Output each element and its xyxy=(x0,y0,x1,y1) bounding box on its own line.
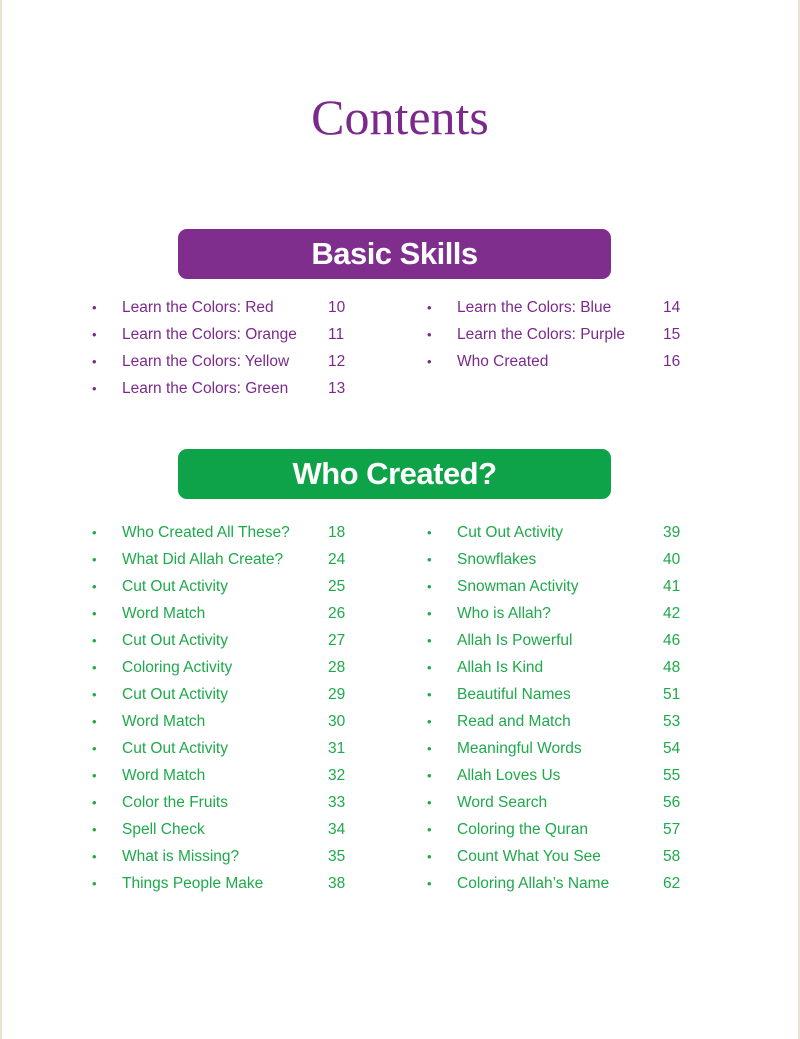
toc-entry-page-number: 16 xyxy=(663,353,681,370)
bullet-icon: • xyxy=(427,606,432,621)
toc-entry-page-number: 15 xyxy=(663,326,681,343)
toc-entry-page-number: 26 xyxy=(328,605,346,622)
toc-entry-label: Learn the Colors: Green xyxy=(122,380,289,397)
bullet-icon: • xyxy=(427,876,432,891)
toc-entry[interactable] xyxy=(92,654,352,681)
toc-entry[interactable] xyxy=(92,375,352,402)
bullet-icon: • xyxy=(92,552,97,567)
toc-entry-page-number: 10 xyxy=(328,299,346,316)
toc-entry-page-number: 18 xyxy=(328,524,346,541)
bullet-icon: • xyxy=(92,606,97,621)
bullet-icon: • xyxy=(92,687,97,702)
toc-entry[interactable] xyxy=(92,600,352,627)
toc-entry-label: Word Match xyxy=(122,767,206,784)
toc-entry-page-number: 12 xyxy=(328,353,346,370)
toc-entry-label: Coloring Activity xyxy=(122,659,233,676)
bullet-icon: • xyxy=(427,660,432,675)
bullet-icon: • xyxy=(92,849,97,864)
toc-entry-page-number: 28 xyxy=(328,659,346,676)
toc-entry[interactable] xyxy=(92,627,352,654)
bullet-icon: • xyxy=(92,525,97,540)
bullet-icon: • xyxy=(92,354,97,369)
toc-entry[interactable] xyxy=(427,627,687,654)
toc-entry-page-number: 24 xyxy=(328,551,346,568)
toc-entry[interactable] xyxy=(427,546,687,573)
bullet-icon: • xyxy=(427,300,432,315)
toc-entry[interactable] xyxy=(427,789,687,816)
toc-entry-label: Cut Out Activity xyxy=(122,686,228,703)
toc-entry-page-number: 31 xyxy=(328,740,346,757)
toc-entry[interactable] xyxy=(427,294,687,321)
toc-entry[interactable] xyxy=(427,654,687,681)
toc-entry[interactable] xyxy=(92,735,352,762)
section-banner-basic-skills: Basic Skills xyxy=(178,229,611,279)
toc-entry-label: Learn the Colors: Blue xyxy=(457,299,612,316)
toc-entry-label: Learn the Colors: Orange xyxy=(122,326,297,343)
toc-entry-label: Cut Out Activity xyxy=(122,740,228,757)
toc-entry-page-number: 51 xyxy=(663,686,681,703)
toc-entry-label: What is Missing? xyxy=(122,848,240,865)
toc-entry[interactable] xyxy=(92,294,352,321)
toc-entry[interactable] xyxy=(92,321,352,348)
toc-entry[interactable] xyxy=(427,600,687,627)
toc-entry-label: Allah Loves Us xyxy=(457,767,561,784)
toc-entry-label: Learn the Colors: Yellow xyxy=(122,353,290,370)
bullet-icon: • xyxy=(427,633,432,648)
toc-column-basic-right xyxy=(427,294,687,375)
toc-entry-label: Word Search xyxy=(457,794,548,811)
toc-entry-label: What Did Allah Create? xyxy=(122,551,284,568)
toc-column-basic-left xyxy=(92,294,352,402)
toc-entry-label: Spell Check xyxy=(122,821,205,838)
toc-entry-page-number: 13 xyxy=(328,380,346,397)
toc-entry[interactable] xyxy=(92,843,352,870)
toc-entry-page-number: 39 xyxy=(663,524,681,541)
page-title: Contents xyxy=(311,89,489,145)
toc-entry-label: Coloring Allah’s Name xyxy=(457,875,610,892)
toc-entry[interactable] xyxy=(92,762,352,789)
toc-entry-page-number: 54 xyxy=(663,740,681,757)
toc-entry-page-number: 38 xyxy=(328,875,346,892)
bullet-icon: • xyxy=(92,327,97,342)
toc-entry[interactable] xyxy=(427,321,687,348)
toc-entry[interactable] xyxy=(427,762,687,789)
toc-entry[interactable] xyxy=(427,735,687,762)
toc-entry-page-number: 25 xyxy=(328,578,346,595)
toc-entry-page-number: 35 xyxy=(328,848,346,865)
toc-entry[interactable] xyxy=(92,573,352,600)
toc-entry-label: Learn the Colors: Red xyxy=(122,299,274,316)
toc-entry-label: Read and Match xyxy=(457,713,571,730)
toc-entry-label: Allah Is Powerful xyxy=(457,632,573,649)
bullet-icon: • xyxy=(427,849,432,864)
bullet-icon: • xyxy=(427,714,432,729)
toc-entry-label: Learn the Colors: Purple xyxy=(457,326,626,343)
toc-entry[interactable] xyxy=(427,348,687,375)
toc-entry-label: Color the Fruits xyxy=(122,794,228,811)
toc-entry[interactable] xyxy=(92,681,352,708)
toc-entry-page-number: 46 xyxy=(663,632,681,649)
bullet-icon: • xyxy=(92,822,97,837)
bullet-icon: • xyxy=(427,354,432,369)
toc-column-who-created-left xyxy=(92,519,352,897)
toc-entry[interactable] xyxy=(92,708,352,735)
bullet-icon: • xyxy=(92,741,97,756)
bullet-icon: • xyxy=(92,795,97,810)
bullet-icon: • xyxy=(427,525,432,540)
bullet-icon: • xyxy=(427,687,432,702)
toc-entry[interactable] xyxy=(427,816,687,843)
toc-entry-page-number: 14 xyxy=(663,299,681,316)
toc-entry[interactable] xyxy=(92,816,352,843)
bullet-icon: • xyxy=(92,381,97,396)
section-banner-who-created: Who Created? xyxy=(178,449,611,499)
toc-entry[interactable] xyxy=(427,519,687,546)
toc-entry-label: Coloring the Quran xyxy=(457,821,588,838)
toc-entry[interactable] xyxy=(92,348,352,375)
toc-entry-page-number: 29 xyxy=(328,686,346,703)
toc-column-who-created-right xyxy=(427,519,687,897)
toc-entry[interactable] xyxy=(92,519,352,546)
bullet-icon: • xyxy=(92,714,97,729)
toc-entry-label: Cut Out Activity xyxy=(457,524,563,541)
bullet-icon: • xyxy=(427,795,432,810)
toc-entry[interactable] xyxy=(92,546,352,573)
toc-entry-page-number: 11 xyxy=(328,326,345,343)
toc-entry-label: Count What You See xyxy=(457,848,601,865)
bullet-icon: • xyxy=(427,327,432,342)
toc-entry-page-number: 53 xyxy=(663,713,681,730)
bullet-icon: • xyxy=(92,876,97,891)
toc-entry-label: Things People Make xyxy=(122,875,264,892)
toc-entry-label: Who Created xyxy=(457,353,549,370)
toc-entry-label: Cut Out Activity xyxy=(122,578,228,595)
toc-entry[interactable] xyxy=(427,681,687,708)
bullet-icon: • xyxy=(92,660,97,675)
toc-entry[interactable] xyxy=(427,573,687,600)
toc-entry-label: Meaningful Words xyxy=(457,740,582,757)
bullet-icon: • xyxy=(427,741,432,756)
toc-entry-label: Beautiful Names xyxy=(457,686,571,703)
toc-entry-label: Word Match xyxy=(122,605,206,622)
bullet-icon: • xyxy=(427,552,432,567)
bullet-icon: • xyxy=(427,822,432,837)
bullet-icon: • xyxy=(427,768,432,783)
toc-entry-page-number: 62 xyxy=(663,875,681,892)
toc-entry-page-number: 33 xyxy=(328,794,346,811)
toc-entry-page-number: 55 xyxy=(663,767,681,784)
toc-entry-page-number: 30 xyxy=(328,713,346,730)
bullet-icon: • xyxy=(92,579,97,594)
toc-entry-label: Snowman Activity xyxy=(457,578,579,595)
toc-entry[interactable] xyxy=(427,870,687,897)
toc-entry-page-number: 48 xyxy=(663,659,681,676)
toc-entry[interactable] xyxy=(92,789,352,816)
bullet-icon: • xyxy=(427,579,432,594)
toc-entry-page-number: 42 xyxy=(663,605,681,622)
toc-entry-label: Who is Allah? xyxy=(457,605,551,622)
toc-entry-label: Allah Is Kind xyxy=(457,659,544,676)
bullet-icon: • xyxy=(92,300,97,315)
toc-entry-page-number: 34 xyxy=(328,821,346,838)
bullet-icon: • xyxy=(92,633,97,648)
toc-entry-page-number: 58 xyxy=(663,848,681,865)
toc-entry-page-number: 57 xyxy=(663,821,681,838)
bullet-icon: • xyxy=(92,768,97,783)
toc-entry-label: Word Match xyxy=(122,713,206,730)
toc-entry-label: Snowflakes xyxy=(457,551,537,568)
toc-entry-page-number: 27 xyxy=(328,632,346,649)
toc-entry[interactable] xyxy=(427,708,687,735)
toc-entry-label: Who Created All These? xyxy=(122,524,290,541)
toc-entry-page-number: 41 xyxy=(663,578,681,595)
toc-entry-page-number: 40 xyxy=(663,551,681,568)
toc-entry[interactable] xyxy=(92,870,352,897)
toc-entry-label: Cut Out Activity xyxy=(122,632,228,649)
toc-entry-page-number: 56 xyxy=(663,794,681,811)
toc-entry-page-number: 32 xyxy=(328,767,346,784)
toc-entry[interactable] xyxy=(427,843,687,870)
